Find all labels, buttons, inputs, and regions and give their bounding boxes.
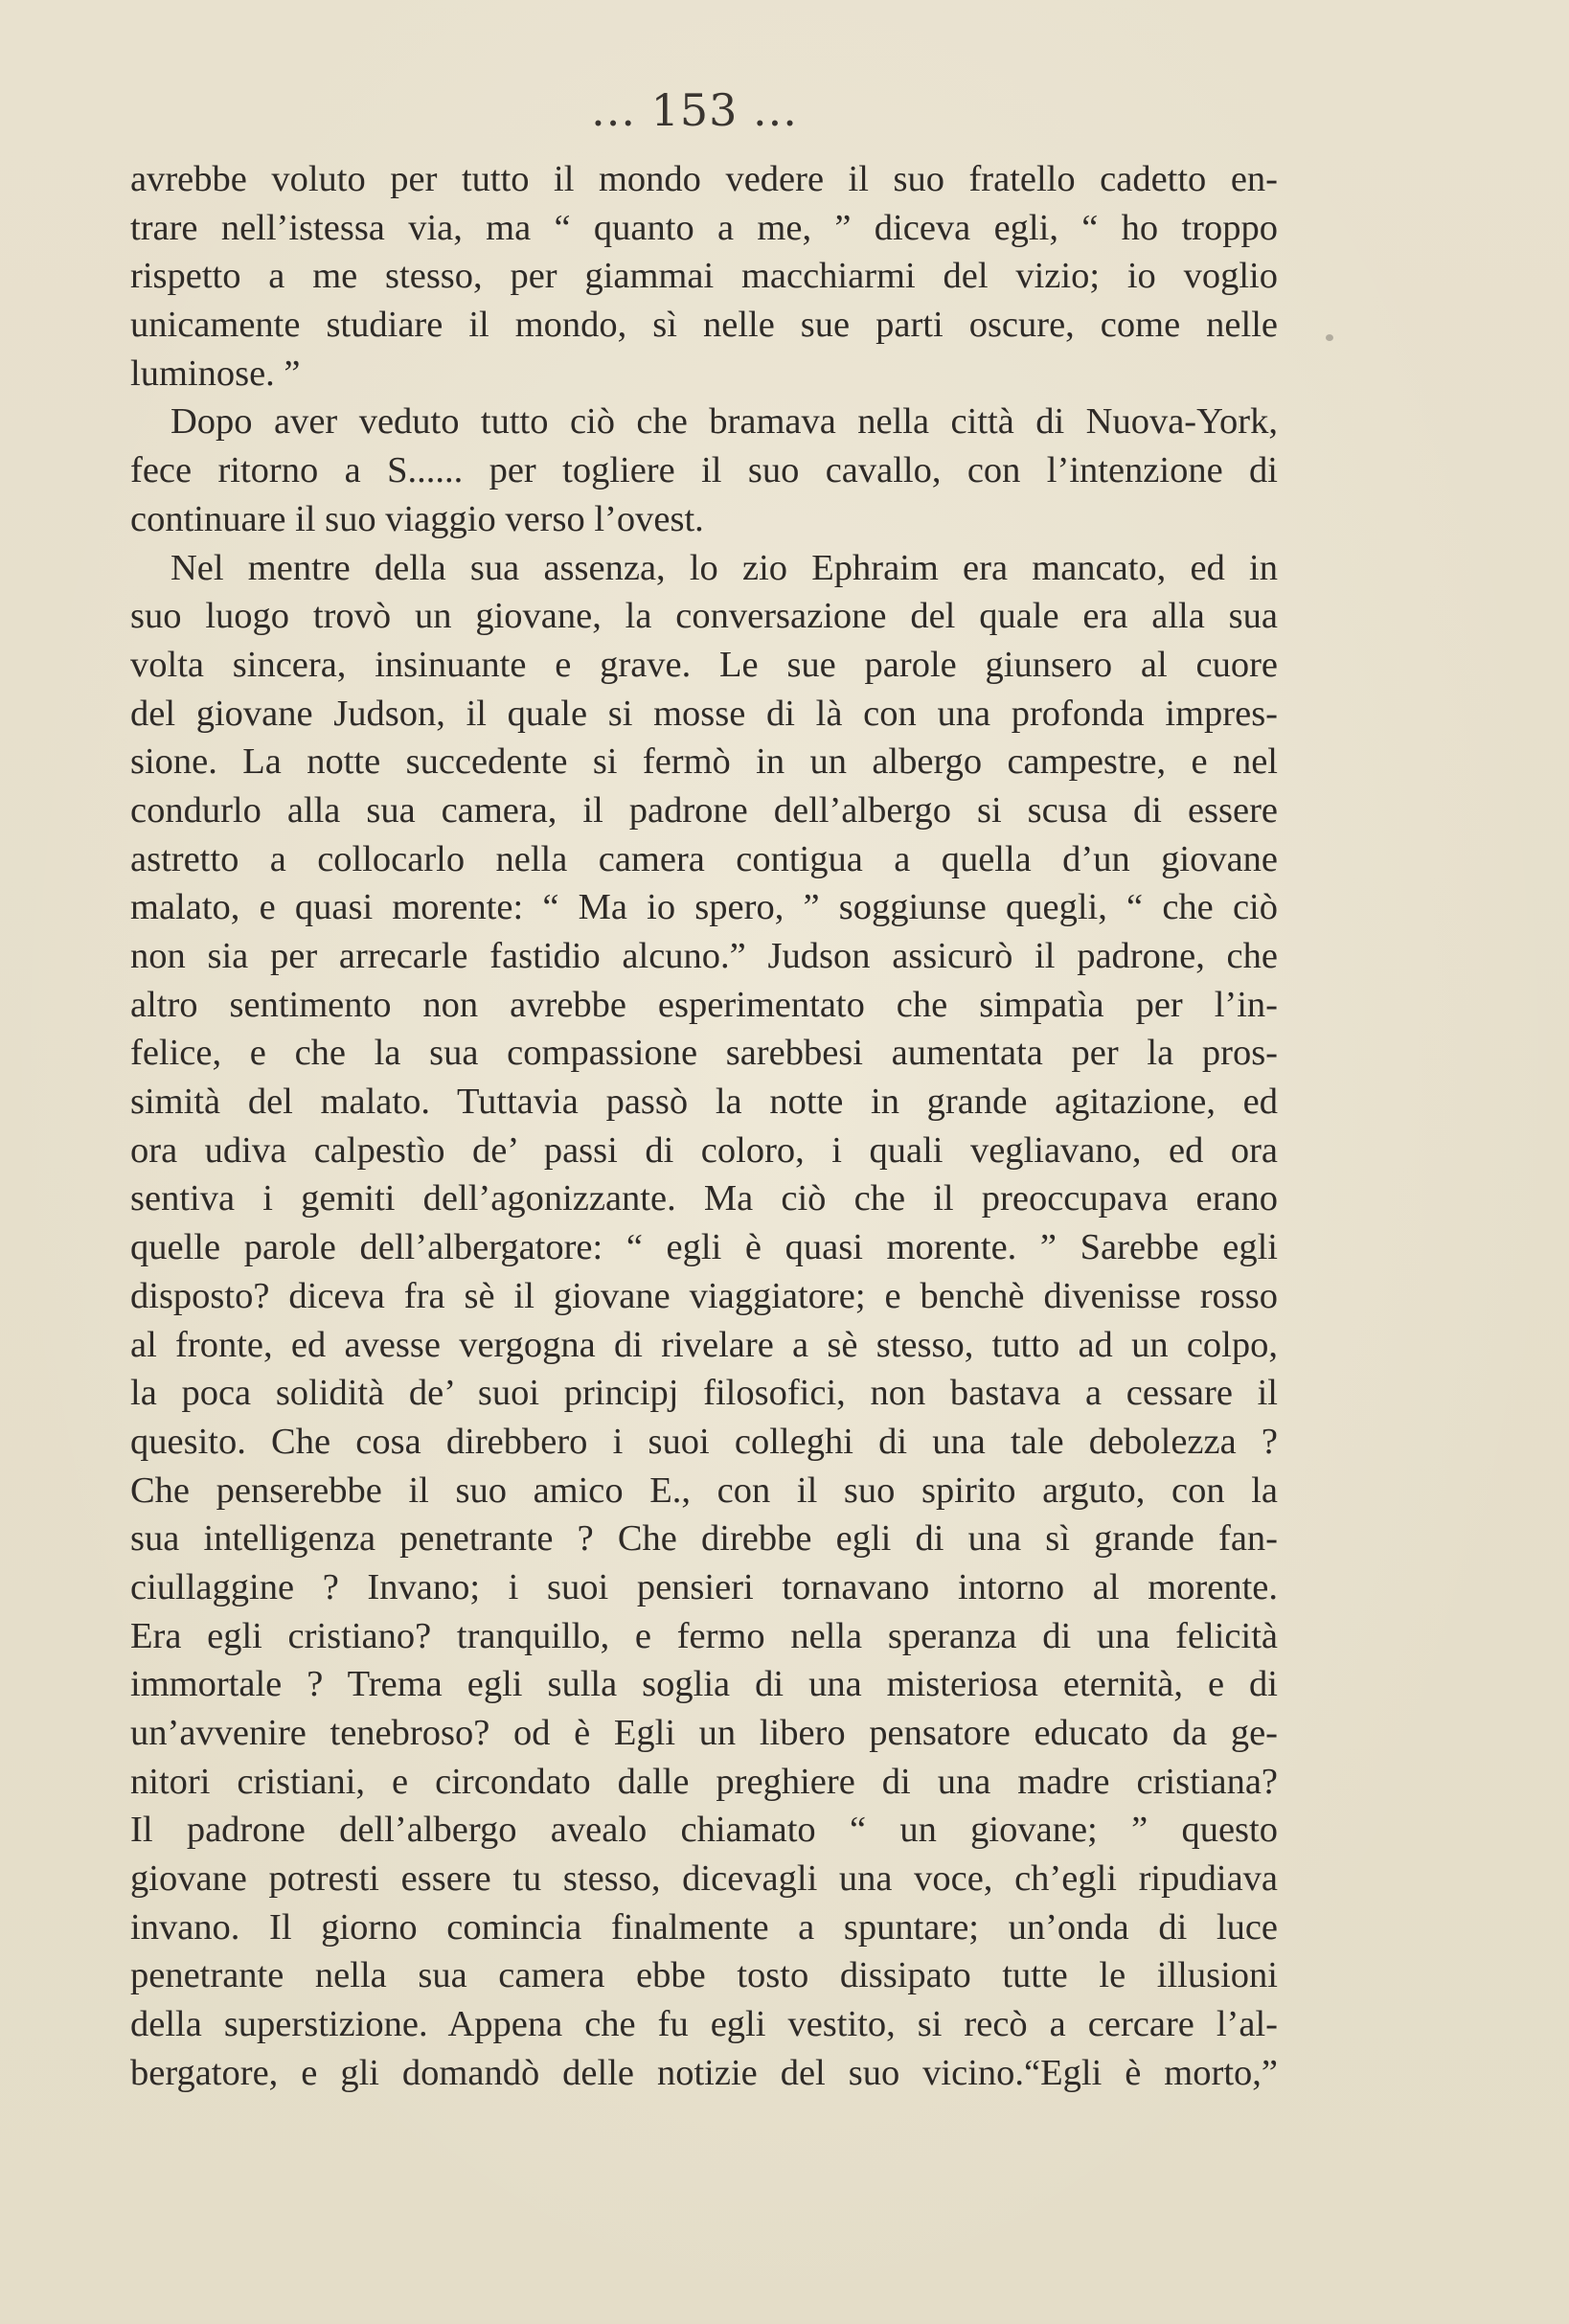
text-line: della superstizione. Appena che fu egli vestito, si recò a cercare l’al- [130, 2004, 1278, 2045]
text-line: invano. Il giorno comincia finalmente a spuntare; un’onda di luce [130, 1906, 1278, 1948]
text-line: quelle parole dell’albergatore: “ egli è quasi morente. ” Sarebbe egli [130, 1227, 1278, 1268]
text-line: suo luogo trovò un giovane, la conversazione del quale era alla sua [130, 596, 1278, 637]
text-line: penetrante nella sua camera ebbe tosto dissipato tutte le illusioni [130, 1955, 1278, 1996]
body-text [130, 155, 1278, 2098]
text-line: Nel mentre della sua assenza, lo zio Ephraim era mancato, ed in [171, 547, 1278, 588]
text-line: Che penserebbe il suo amico E., con il suo spirito arguto, con la [130, 1470, 1278, 1511]
text-line: la poca solidità de’ suoi principj filosofici, non bastava a cessare il [130, 1373, 1278, 1414]
text-line: sentiva i gemiti dell’agonizzante. Ma ciò che il preoccupava erano [130, 1178, 1278, 1219]
text-line: un’avvenire tenebroso? od è Egli un libero pensatore educato da ge- [130, 1713, 1278, 1753]
text-line: luminose. ” [130, 353, 301, 394]
text-line: altro sentimento non avrebbe esperimentato che simpatìa per l’in- [130, 984, 1278, 1025]
text-line: fece ritorno a S...... per togliere il suo cavallo, con l’intenzione di [130, 450, 1278, 491]
text-line: condurlo alla sua camera, il padrone dell’albergo si scusa di essere [130, 789, 1278, 831]
text-line: nitori cristiani, e circondato dalle preghiere di una madre cristiana? [130, 1761, 1278, 1802]
text-line: giovane potresti essere tu stesso, dicevagli una voce, ch’egli ripudiava [130, 1858, 1278, 1900]
text-line: quesito. Che cosa direbbero i suoi colleghi di una tale debolezza ? [130, 1421, 1278, 1462]
text-line: non sia per arrecarle fastidio alcuno.” Judson assicurò il padrone, che [130, 936, 1278, 976]
text-line: sua intelligenza penetrante ? Che direbbe egli di una sì grande fan- [130, 1518, 1278, 1560]
text-line: disposto? diceva fra sè il giovane viaggiatore; e benchè divenisse rosso [130, 1275, 1278, 1316]
text-line: del giovane Judson, il quale si mosse di là con una profonda impres- [130, 693, 1278, 734]
text-line: volta sincera, insinuante e grave. Le sue parole giunsero al cuore [130, 644, 1278, 685]
text-line: sione. La notte succedente si fermò in un albergo campestre, e nel [130, 741, 1278, 783]
paper-speck [1326, 334, 1333, 341]
text-line: bergatore, e gli domandò delle notizie del suo vicino.“Egli è morto,” [130, 2052, 1278, 2093]
text-line: Era egli cristiano? tranquillo, e fermo nella speranza di una felicità [130, 1615, 1278, 1656]
text-line: simità del malato. Tuttavia passò la notte in grande agitazione, ed [130, 1082, 1278, 1123]
text-line: immortale ? Trema egli sulla soglia di una misteriosa eternità, e di [130, 1664, 1278, 1705]
text-line: ora udiva calpestìo de’ passi di coloro, i quali vegliavano, ed ora [130, 1129, 1278, 1171]
text-line: continuare il suo viaggio verso l’ovest. [130, 498, 704, 539]
text-line: malato, e quasi morente: “ Ma io spero, ” soggiunse quegli, “ che ciò [130, 887, 1278, 928]
text-line: felice, e che la sua compassione sarebbesi aumentata per la pros- [130, 1033, 1278, 1074]
text-line: trare nell’istessa via, ma “ quanto a me, ” diceva egli, “ ho troppo [130, 207, 1278, 248]
text-line: unicamente studiare il mondo, sì nelle sue parti oscure, come nelle [130, 305, 1278, 346]
text-line: rispetto a me stesso, per giammai macchiarmi del vizio; io voglio [130, 256, 1278, 297]
text-line: avrebbe voluto per tutto il mondo vedere il suo fratello cadetto en- [130, 159, 1278, 199]
text-line: ciullaggine ? Invano; i suoi pensieri tornavano intorno al morente. [130, 1566, 1278, 1607]
text-line: al fronte, ed avesse vergogna di rivelare a sè stesso, tutto ad un colpo, [130, 1324, 1278, 1365]
text-line: astretto a collocarlo nella camera contigua a quella d’un giovane [130, 838, 1278, 879]
text-line: Dopo aver veduto tutto ciò che bramava nella città di Nuova-York, [171, 401, 1278, 443]
text-line: Il padrone dell’albergo avealo chiamato “ un giovane; ” questo [130, 1810, 1278, 1851]
page-number: ... 153 ... [591, 84, 798, 136]
